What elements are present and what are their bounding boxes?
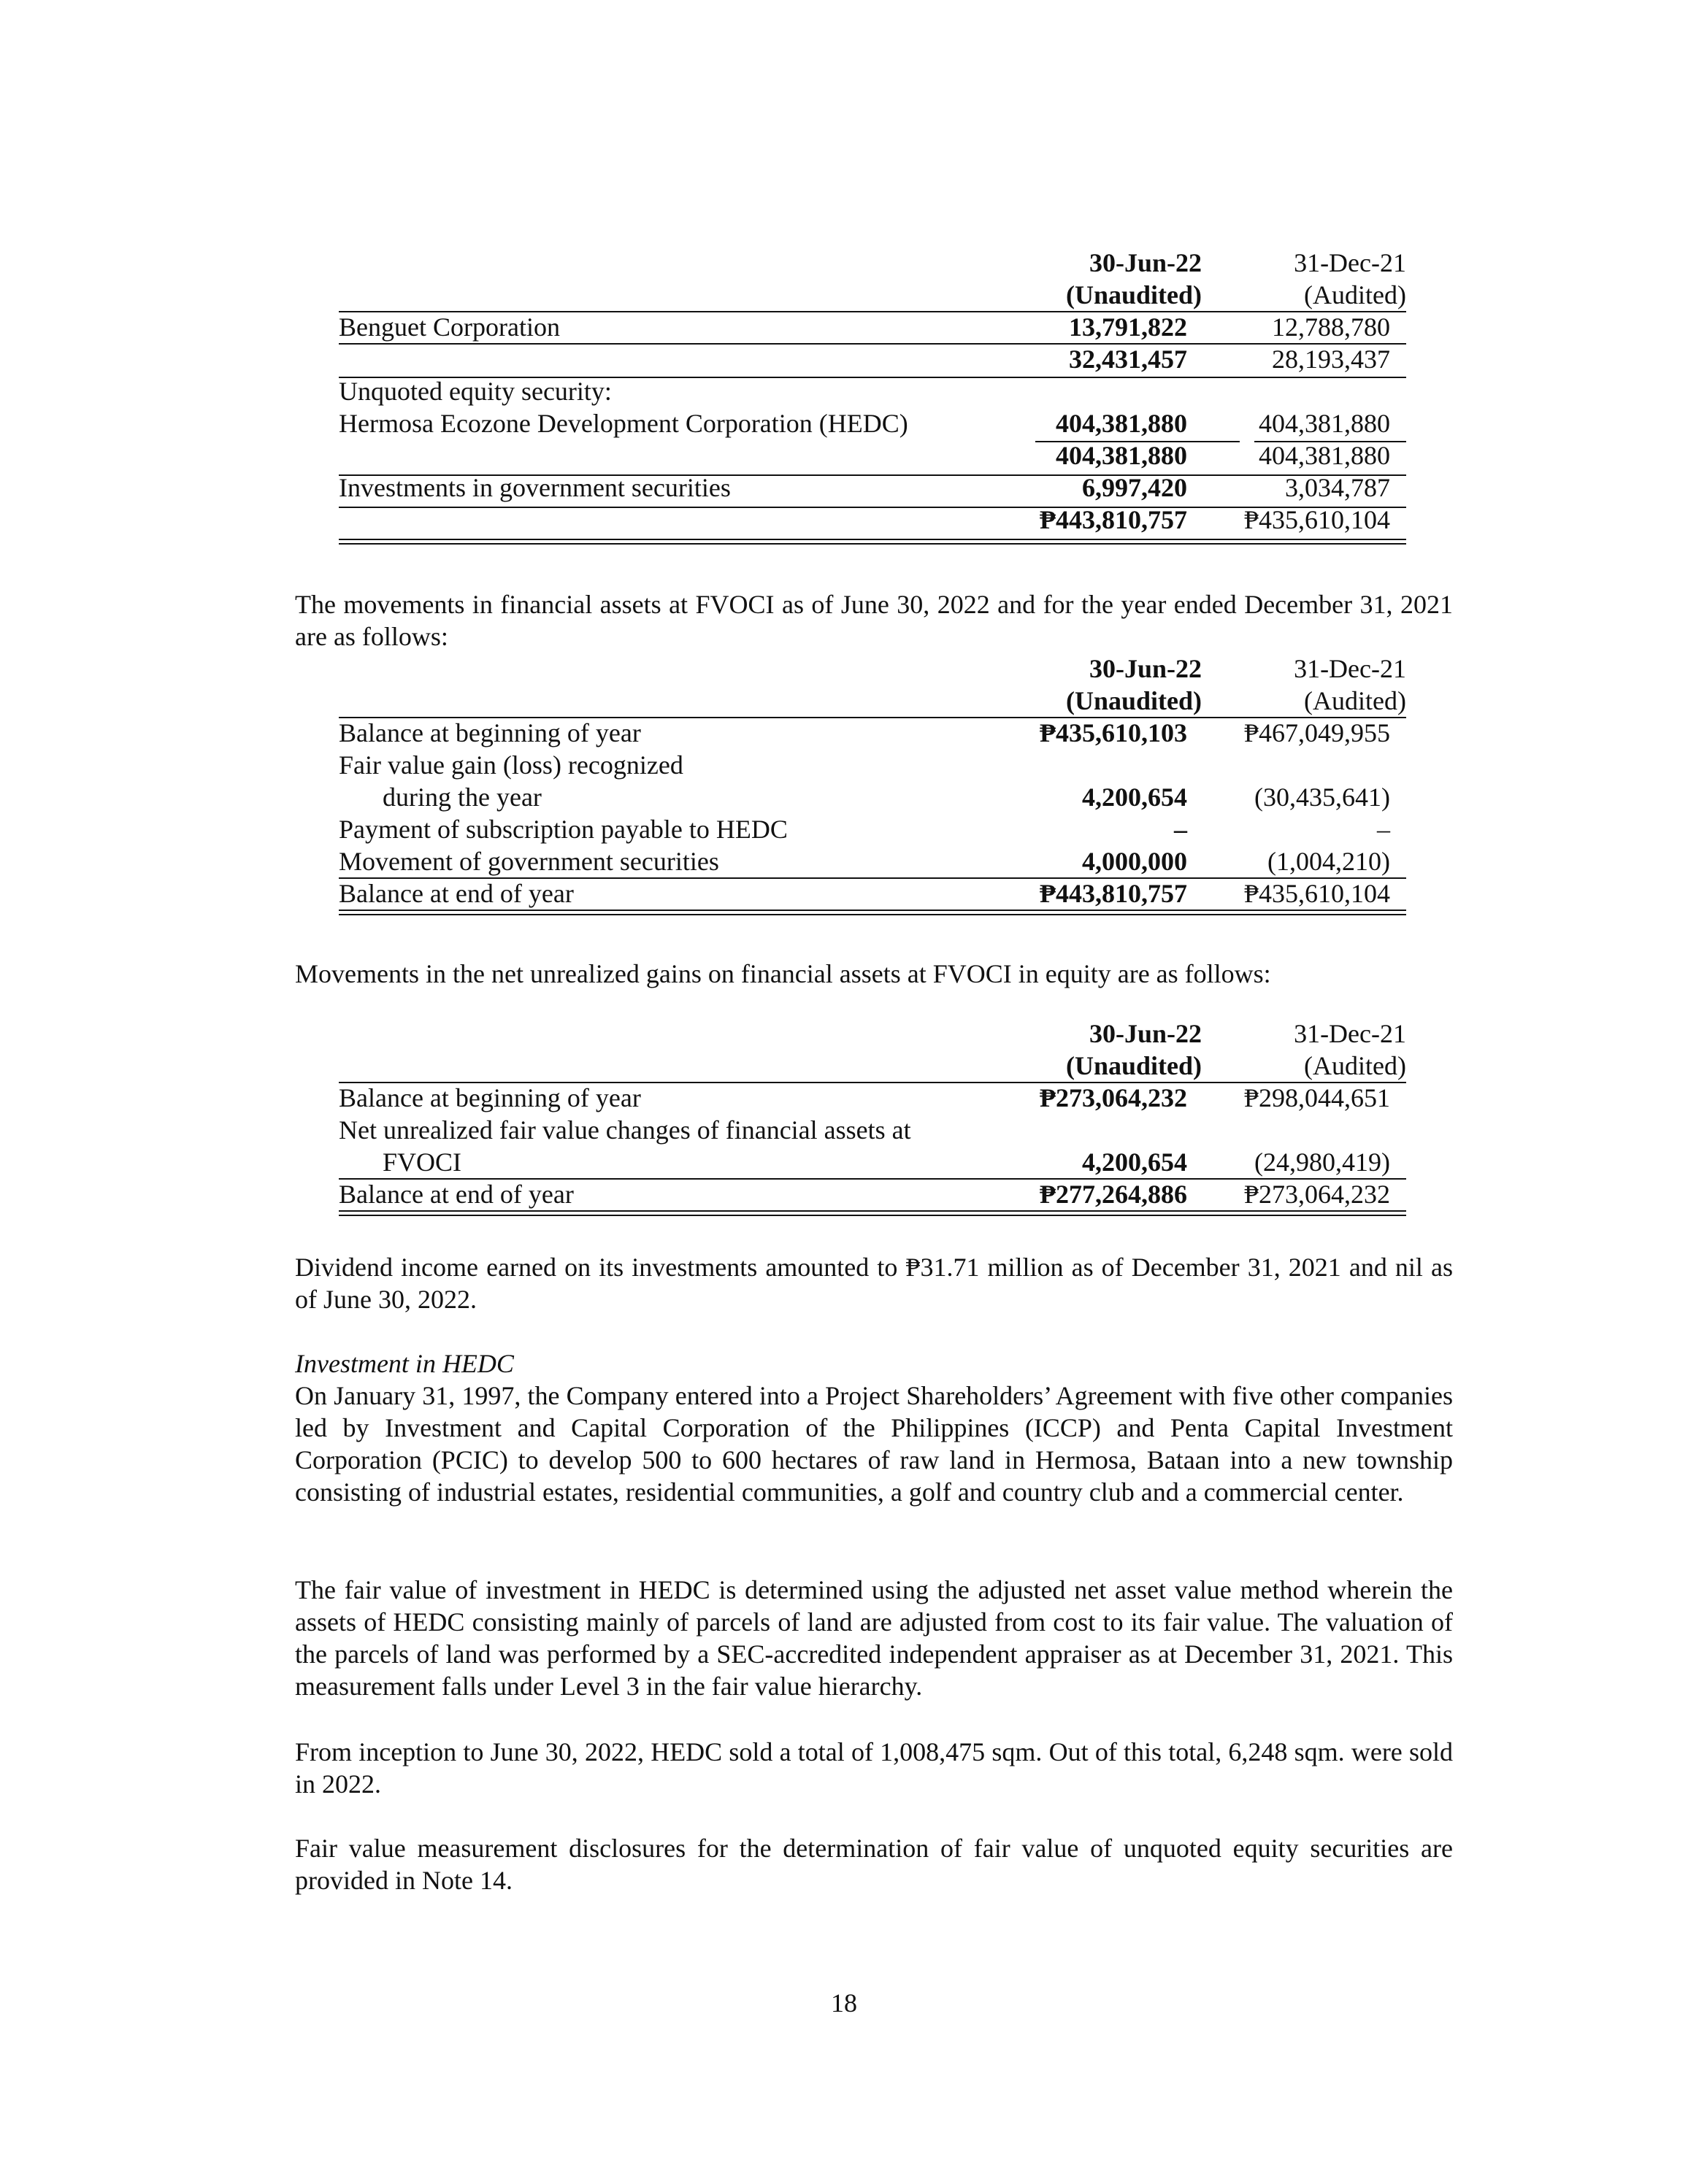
row-label: Balance at end of year xyxy=(339,1180,574,1209)
row-value-current: – xyxy=(1174,815,1187,844)
table-row xyxy=(339,1082,1406,1114)
table-row xyxy=(339,813,1406,845)
row-label: Hermosa Ecozone Development Corporation (HEDC) xyxy=(339,409,908,438)
col-header-prior: 31-Dec-21 xyxy=(1294,248,1406,277)
row-value-prior: (24,980,419) xyxy=(1254,1147,1390,1177)
col-header-current-status: (Unaudited) xyxy=(1065,686,1202,715)
fvoci-movements-table xyxy=(339,653,1406,927)
row-value-current: ₱435,610,103 xyxy=(1040,718,1187,747)
paragraph-unrealized-gains-intro: Movements in the net unrealized gains on financial assets at FVOCI in equity are as follows: xyxy=(295,959,1271,988)
table-header-row-2 xyxy=(339,279,1406,311)
row-value-current: 404,381,880 xyxy=(1056,409,1187,438)
row-value-prior: ₱467,049,955 xyxy=(1243,718,1390,747)
table-header-row-1 xyxy=(339,1018,1406,1050)
row-value-current: 404,381,880 xyxy=(1056,441,1187,470)
row-value-prior: 12,788,780 xyxy=(1272,312,1390,342)
row-value-current: 4,200,654 xyxy=(1082,1147,1187,1177)
table-row xyxy=(339,749,1406,781)
row-value-prior: 3,034,787 xyxy=(1285,473,1390,502)
table-total-row xyxy=(339,877,1406,910)
row-value-prior: ₱298,044,651 xyxy=(1243,1083,1390,1112)
row-label: Net unrealized fair value changes of financial assets at xyxy=(339,1115,911,1145)
table-header-row-2 xyxy=(339,685,1406,717)
paragraph-fvoci-movements-intro: The movements in financial assets at FVOCI as of June 30, 2022 and for the year ended December 31, 2021 are as follows: xyxy=(295,590,1453,651)
table-header-row-2 xyxy=(339,1050,1406,1082)
col-header-current: 30-Jun-22 xyxy=(1089,248,1202,277)
row-value-current: 6,997,420 xyxy=(1082,473,1187,502)
row-value-current: 4,000,000 xyxy=(1082,847,1187,876)
table-total-row xyxy=(339,504,1406,536)
table-row xyxy=(339,472,1406,504)
unrealized-gains-table xyxy=(339,1018,1406,1228)
row-label: during the year xyxy=(383,783,542,812)
row-value-prior: (1,004,210) xyxy=(1267,847,1390,876)
col-header-prior: 31-Dec-21 xyxy=(1294,1019,1406,1048)
row-value-current: 4,200,654 xyxy=(1082,783,1187,812)
row-value-prior: 404,381,880 xyxy=(1259,409,1390,438)
row-label: Balance at end of year xyxy=(339,879,574,908)
row-value-prior: 404,381,880 xyxy=(1259,441,1390,470)
paragraph-hedc-fair-value: The fair value of investment in HEDC is determined using the adjusted net asset value method wherein the assets of HEDC consisting mainly of parcels of land are adjusted from cost to its fair value. The valuation of the parcels of land was performed by a SEC-accredited independent appraiser as at December 31, 2021. This measurement falls under Level 3 in the fair value hierarchy. xyxy=(295,1575,1453,1701)
row-value-prior: ₱435,610,104 xyxy=(1243,505,1390,534)
table-total-row xyxy=(339,1178,1406,1210)
row-label: Benguet Corporation xyxy=(339,312,560,342)
table-row xyxy=(339,1114,1406,1146)
row-label: Payment of subscription payable to HEDC xyxy=(339,815,788,844)
row-label: Fair value gain (loss) recognized xyxy=(339,750,683,780)
row-label: FVOCI xyxy=(383,1147,462,1177)
row-value-prior: (30,435,641) xyxy=(1254,783,1390,812)
row-label: Movement of government securities xyxy=(339,847,719,876)
table-row xyxy=(339,717,1406,749)
table-row xyxy=(339,311,1406,343)
row-label: Unquoted equity security: xyxy=(339,377,612,406)
table-row xyxy=(339,343,1406,375)
row-label: Investments in government securities xyxy=(339,473,731,502)
paragraph-hedc-sales: From inception to June 30, 2022, HEDC sold a total of 1,008,475 sqm. Out of this total, 6,248 sqm. were sold in 2022. xyxy=(295,1737,1453,1799)
row-value-prior: ₱435,610,104 xyxy=(1243,879,1390,908)
table-row xyxy=(339,375,1406,407)
col-header-current: 30-Jun-22 xyxy=(1089,1019,1202,1048)
page-number: 18 xyxy=(831,1988,857,2018)
paragraph-dividend-income: Dividend income earned on its investments amounted to ₱31.71 million as of December 31, 2021 and nil as of June 30, 2022. xyxy=(295,1253,1453,1314)
section-heading-investment-in-hedc: Investment in HEDC xyxy=(295,1349,514,1378)
col-header-current-status: (Unaudited) xyxy=(1065,1051,1202,1080)
row-value-current: ₱277,264,886 xyxy=(1040,1180,1187,1209)
table-row xyxy=(339,407,1406,439)
col-header-prior-status: (Audited) xyxy=(1304,686,1406,715)
col-header-current: 30-Jun-22 xyxy=(1089,654,1202,683)
fvoci-investments-table xyxy=(339,247,1406,553)
row-value-current: ₱443,810,757 xyxy=(1040,879,1187,908)
row-label: Balance at beginning of year xyxy=(339,718,641,747)
row-value-prior: – xyxy=(1377,815,1390,844)
row-value-prior: 28,193,437 xyxy=(1272,345,1390,374)
col-header-prior: 31-Dec-21 xyxy=(1294,654,1406,683)
table-row xyxy=(339,1146,1406,1178)
row-label: Balance at beginning of year xyxy=(339,1083,641,1112)
paragraph-hedc-agreement: On January 31, 1997, the Company entered into a Project Shareholders’ Agreement with five other companies led by Investment and Capital Corporation of the Philippines (ICCP) and Penta Capital Investment Corporation (PCIC) to develop 500 to 600 hectares of raw land in Hermosa, Bataan into a new township consisting of industrial estates, residential communities, a golf and country club and a commercial center. xyxy=(295,1381,1453,1507)
table-row xyxy=(339,845,1406,877)
col-header-prior-status: (Audited) xyxy=(1304,280,1406,309)
paragraph-fair-value-disclosures: Fair value measurement disclosures for the determination of fair value of unquoted equity securities are provided in Note 14. xyxy=(295,1834,1453,1895)
table-header-row-1 xyxy=(339,247,1406,279)
row-value-current: ₱443,810,757 xyxy=(1040,505,1187,534)
row-value-prior: ₱273,064,232 xyxy=(1243,1180,1390,1209)
table-row xyxy=(339,781,1406,813)
col-header-current-status: (Unaudited) xyxy=(1065,280,1202,309)
row-value-current: 32,431,457 xyxy=(1069,345,1187,374)
table-header-row-1 xyxy=(339,653,1406,685)
row-value-current: 13,791,822 xyxy=(1069,312,1187,342)
row-value-current: ₱273,064,232 xyxy=(1040,1083,1187,1112)
col-header-prior-status: (Audited) xyxy=(1304,1051,1406,1080)
table-row xyxy=(339,439,1406,472)
